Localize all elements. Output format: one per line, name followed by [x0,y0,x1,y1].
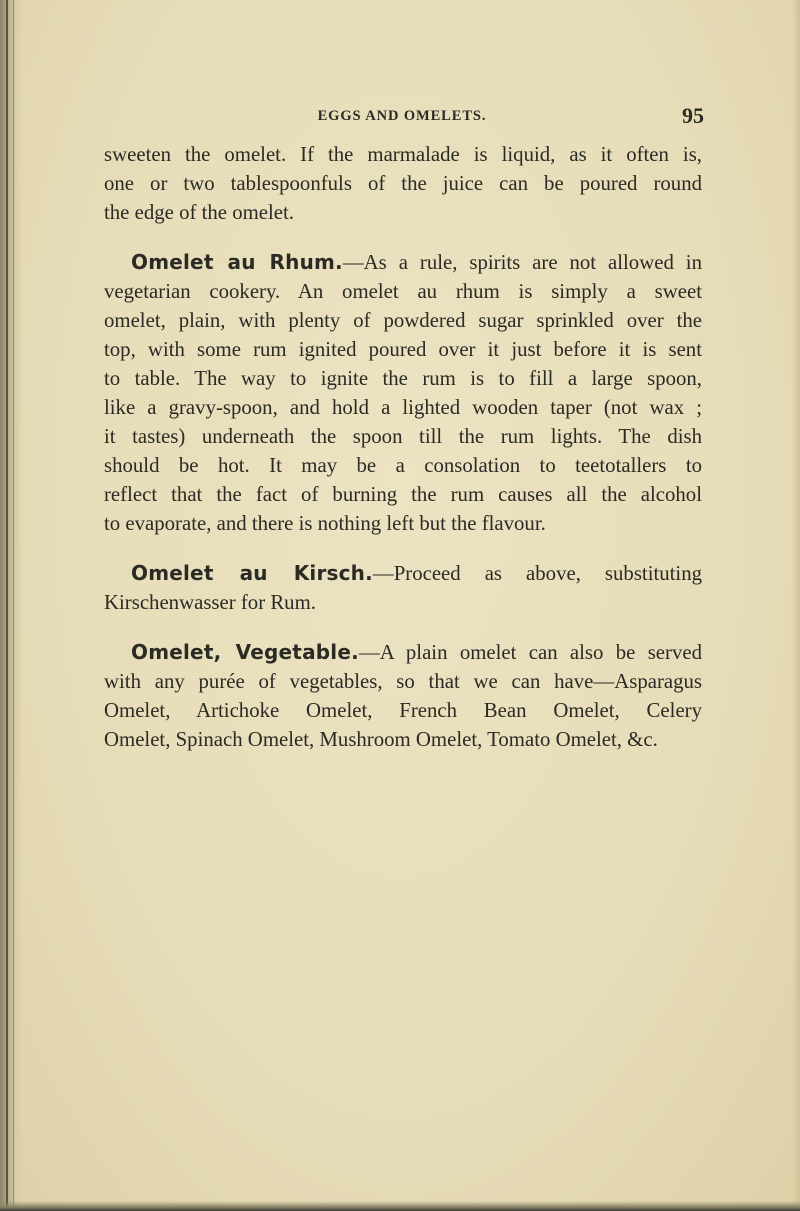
paragraph-omelet-au-kirsch [104,559,702,617]
page-bottom-edge [0,1201,800,1211]
text-line: should be hot. It may be a consolation to teetotallers to [104,454,702,477]
text-line: it tastes) underneath the spoon till the rum lights. The dish [104,425,702,448]
text-run: —A plain omelet can also be served [358,641,702,664]
text-line: Omelet, Artichoke Omelet, French Bean Omelet, Celery [104,699,702,722]
text-line: sweeten the omelet. If the marmalade is liquid, as it often is, [104,143,702,166]
text-line: reflect that the fact of burning the rum causes all the alcohol [104,483,702,506]
text-line: Kirschenwasser for Rum. [104,591,316,614]
text-line [104,248,702,277]
text-line: vegetarian cookery. An omelet au rhum is simply a sweet [104,280,702,303]
text-run: —As a rule, spirits are not allowed in [342,251,702,274]
paragraph-omelet-au-rhum [104,248,702,538]
text-line: the edge of the omelet. [104,201,294,224]
paragraph-omelet-vegetable [104,638,702,754]
running-head: EGGS AND OMELETS. [317,108,487,124]
entry-heading: Omelet, Vegetable. [131,640,359,664]
text-line: omelet, plain, with plenty of powdered sugar sprinkled over the [104,309,702,332]
entry-heading: Omelet au Rhum. [131,250,343,274]
text-line: with any purée of vegetables, so that we can have—Asparagus [104,670,702,693]
text-line: like a gravy-spoon, and hold a lighted wooden taper (not wax ; [104,396,702,419]
page-header [100,103,704,127]
text-line: to evaporate, and there is nothing left but the flavour. [104,512,546,535]
text-line: top, with some rum ignited poured over it just before it is sent [104,338,702,361]
text-line [104,559,702,588]
text-run: —Proceed as above, substituting [372,562,702,585]
body-text [104,140,702,754]
binding-edge-line-inner [13,0,14,1211]
text-line: one or two tablespoonfuls of the juice can be poured round [104,172,702,195]
text-line: Omelet, Spinach Omelet, Mushroom Omelet, Tomato Omelet, &c. [104,728,658,751]
text-line [104,638,702,667]
page-gutter-shadow [0,0,22,1211]
entry-heading: Omelet au Kirsch. [131,561,373,585]
paragraph-continuation [104,140,702,227]
page-right-edge [792,0,800,1211]
page-number: 95 [682,103,704,128]
binding-edge-line [6,0,8,1211]
text-line: to table. The way to ignite the rum is to fill a large spoon, [104,367,702,390]
